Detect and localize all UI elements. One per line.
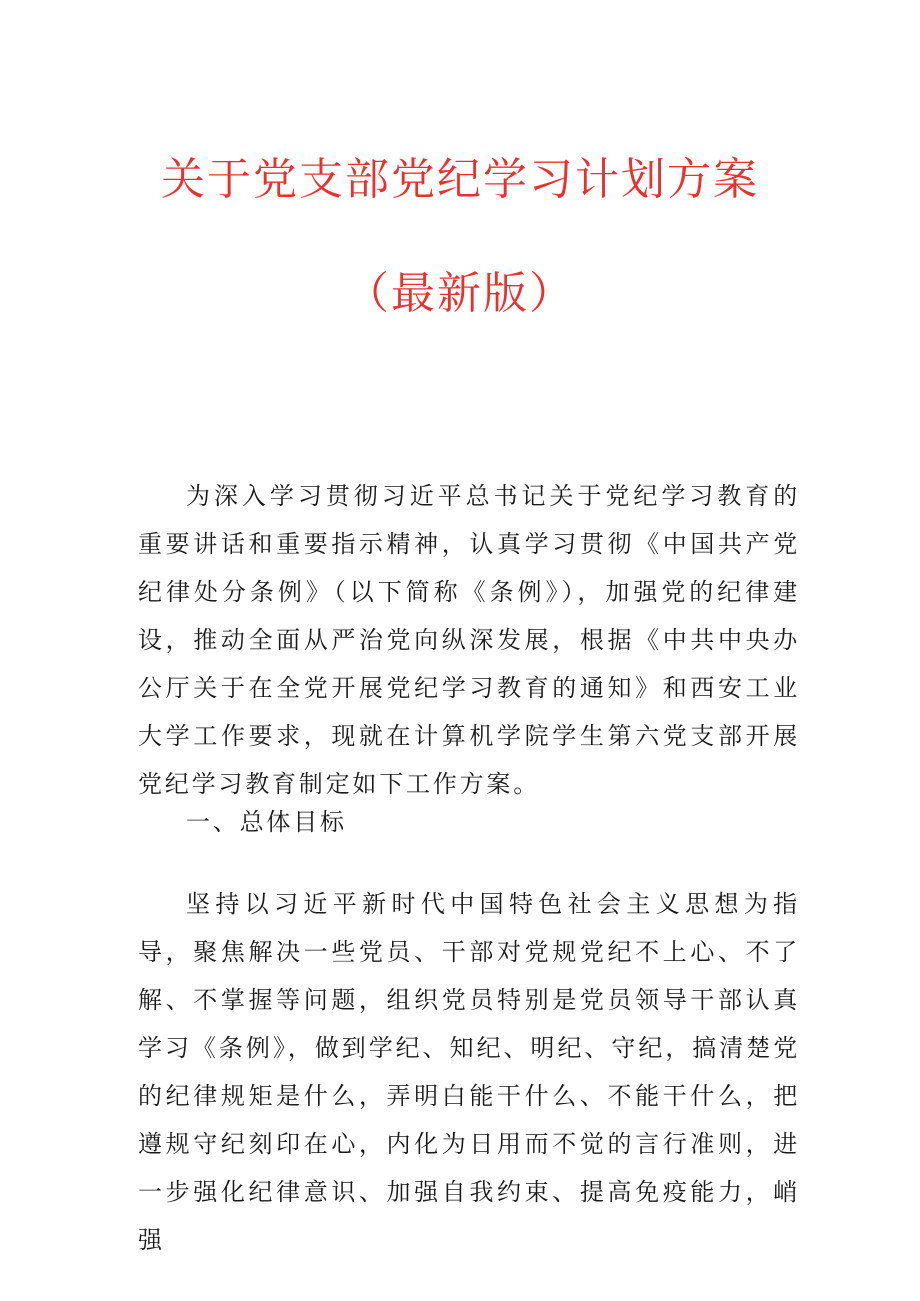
section-paragraph: 坚持以习近平新时代中国特色社会主义思想为指导，聚焦解决一些党员、干部对党规党纪不上心、不了解、不掌握等问题，组织党员特别是党员领导干部认真学习《条例》，做到学纪、知纪、明纪、守纪，搞清楚党的纪律规矩是什么，弄明白能干什么、不能干什么，把遵规守纪刻印在心，内化为日用而不觉的言行准则，进一步强化纪律意识、加强自我约束、提高免疫能力，峭强	[138, 890, 800, 1254]
section-heading: 一、总体目标	[186, 808, 347, 836]
document-title: 关于党支部党纪学习计划方案	[161, 154, 759, 205]
intro-paragraph: 为深入学习贯彻习近平总书记关于党纪学习教育的重要讲话和重要指示精神，认真学习贯彻《中国共产党纪律处分条例》（以下简称《条例》），加强党的纪律建设，推动全面从严治党向纵深发展，根据《中共中央办公厅关于在全党开展党纪学习教育的通知》和西安工业大学工作要求，现就在计算机学院学生第六党支部开展党纪学习教育制定如下工作方案。	[138, 482, 800, 798]
document-subtitle: （最新版）	[345, 268, 575, 319]
